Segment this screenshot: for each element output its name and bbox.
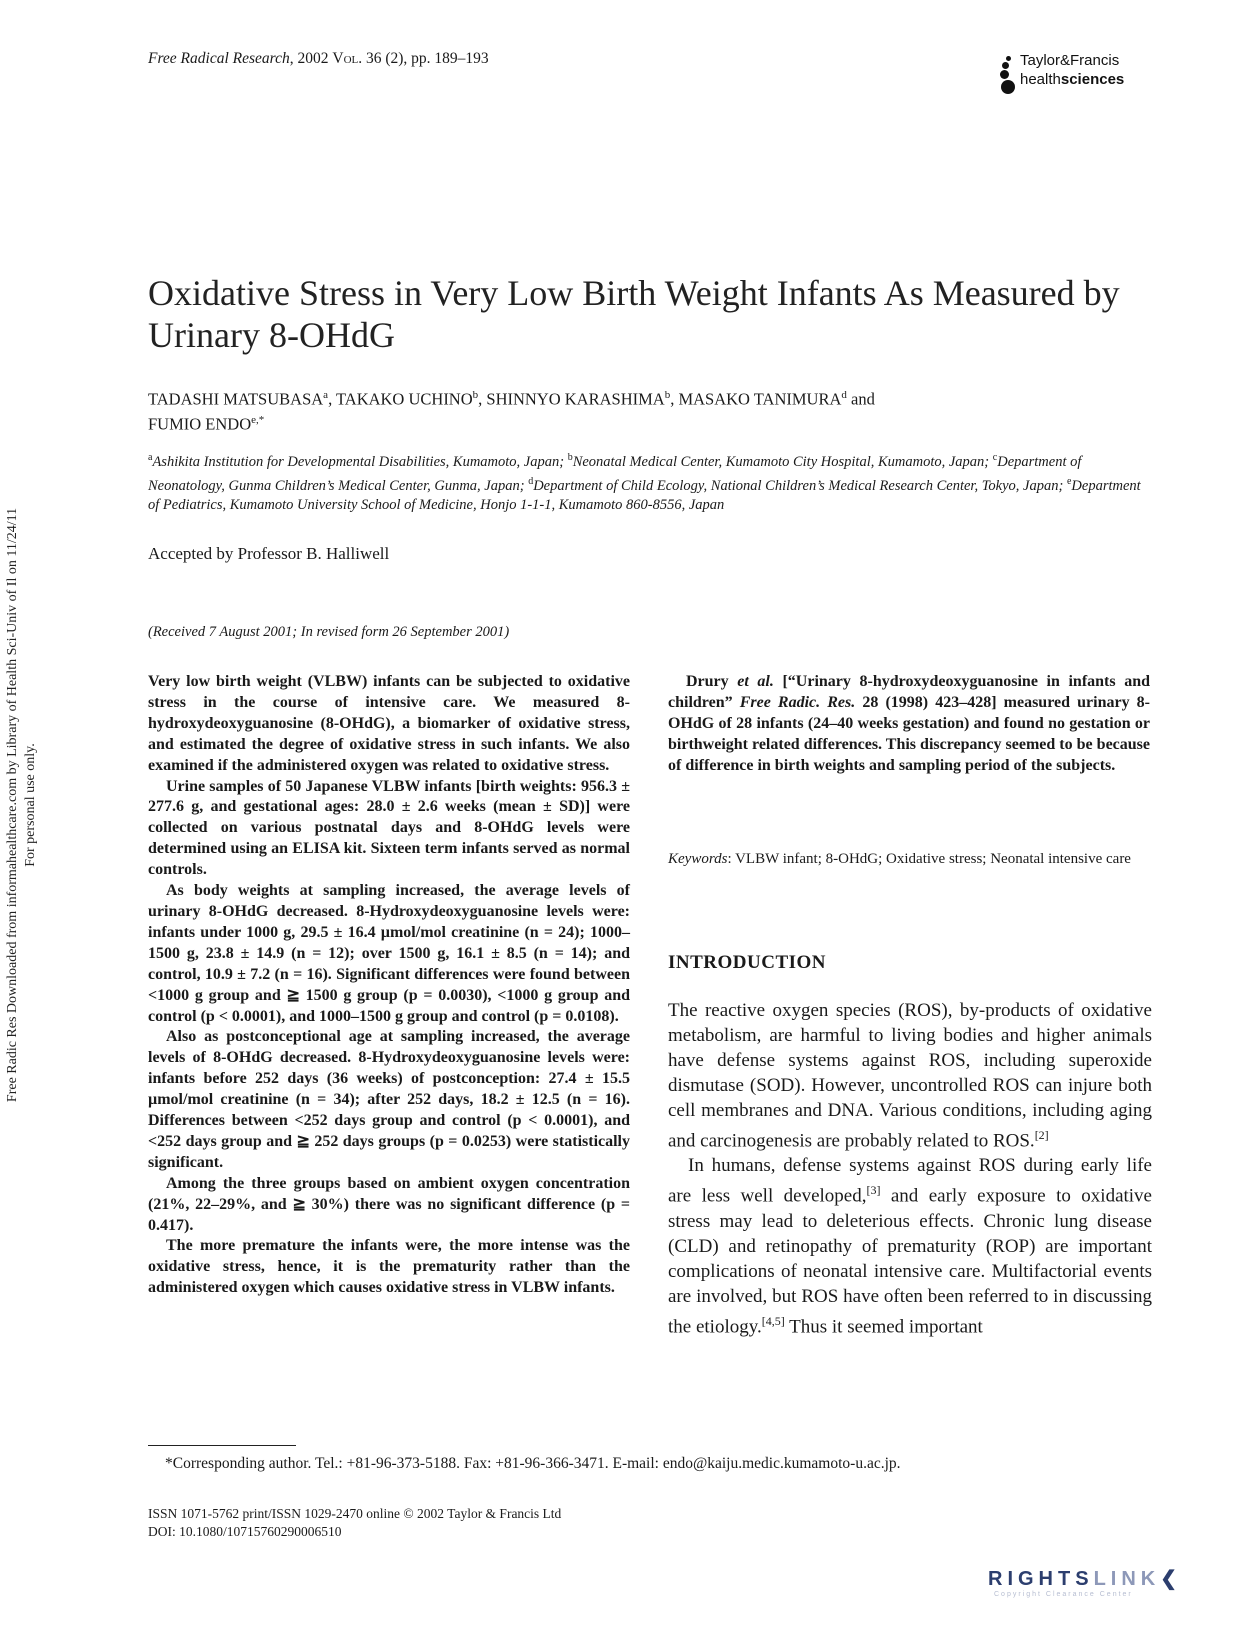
issn-doi-block — [148, 1505, 561, 1541]
citation-ref[interactable]: [4,5] — [761, 1313, 785, 1328]
journal-citation — [148, 50, 489, 68]
author-separator: , — [328, 389, 337, 409]
author-separator: and — [846, 389, 875, 409]
rightslink-arrow-icon: ❮ — [1160, 1568, 1182, 1590]
citation-ref[interactable]: [2] — [1034, 1128, 1049, 1142]
accepted-by: Accepted by Professor B. Halliwell — [148, 544, 390, 563]
author-affiliation-mark: d — [841, 389, 847, 401]
publisher-logo — [1000, 52, 1150, 96]
author-separator: , — [670, 389, 679, 409]
affiliation-mark: e — [1066, 475, 1072, 487]
abstract-paragraph-2: Urine samples of 50 Japanese VLBW infants [birth weights: 956.3 ± 277.6 g, and gestational ages: 28.0 ± 2.6 weeks (mean ± SD)] were collected on various postnatal days and 8-OHdG levels were determined using an ELISA kit. Sixteen term infants served as normal controls. — [148, 777, 630, 879]
logo-dots-icon — [1000, 56, 1018, 92]
volume-pages: 36 (2), pp. 189–193 — [362, 50, 489, 67]
issn-line: ISSN 1071-5762 print/ISSN 1029-2470 online © 2002 Taylor & Francis Ltd — [148, 1506, 562, 1521]
doi-line: DOI: 10.1080/10715760290006510 — [148, 1524, 342, 1539]
abstract-paragraph-3: As body weights at sampling increased, the average levels of urinary 8-OHdG decreased. 8-Hydroxydeoxyguanosine levels were: infants under 1000 g, 29.5 ± 16.4 µmol/mol creatinine (n = 24); 1000–1500 g, 23.8 ± 14.9 (n = 12); over 1500 g, 16.1 ± 8.5 (n = 14); and control, 10.9 ± 7.2 (n = 16). Significant differences were found between <1000 g group and ≧ 1500 g group (p = 0.0030), <1000 g group and control (p < 0.0001), and 1000–1500 g group and control (p = 0.0108). — [148, 882, 630, 1025]
watermark-line-1: Free Radic Res Downloaded from informahealthcare.com by Library of Health Sci-Univ of Il on 11/24/11 — [5, 507, 20, 1103]
affiliation-text: Neonatal Medical Center, Kumamoto City Hospital, Kumamoto, Japan; — [572, 453, 993, 470]
abstract-paragraph-4: Also as postconceptional age at sampling increased, the average levels of 8-OHdG decreased. 8-Hydroxydeoxyguanosine levels were: infants before 252 days (36 weeks) of postconception: 27.4 ± 15.5 µmol/mol creatinine (n = 34); after 252 days, 18.2 ± 12.5 (n = 16). Differences between <252 days group and control (p < 0.0001), and <252 days group and ≧ 252 days groups (p = 0.0253) were statistically significant. — [148, 1028, 630, 1171]
journal-year: , 2002 — [289, 50, 329, 67]
author-list — [148, 385, 1128, 434]
author-name: TAKAKO UCHINO — [336, 389, 473, 409]
author-name: TADASHI MATSUBASA — [148, 389, 324, 409]
affiliation-text: Department of Pediatrics, Kumamoto University School of Medicine, Honjo 1-1-1, Kumamoto 860-8556, Japan — [148, 477, 1141, 513]
abstract-paragraph-1: Very low birth weight (VLBW) infants can be subjected to oxidative stress in the course of intensive care. We measured 8-hydroxydeoxyguanosine (8-OHdG), a biomarker of oxidative stress, and estimated the degree of oxidative stress in such infants. We also examined if the administered oxygen was related to oxidative stress. — [148, 673, 630, 774]
affiliation-mark: b — [567, 452, 573, 463]
affiliation-text: Department of Neonatology, Gunma Children’s Medical Center, Gunma, Japan; — [148, 453, 1082, 494]
keywords-list: : VLBW infant; 8-OHdG; Oxidative stress; Neonatal intensive care — [727, 851, 1131, 867]
affiliations — [148, 448, 1148, 515]
intro-paragraph-2: In humans, defense systems against ROS during early life are less well developed,[3] and early exposure to oxidative stress may lead to deleterious effects. Chronic lung disease (CLD) and retinopathy of prematurity (ROP) are important complications of neonatal intensive care. Multifactorial events are involved, but ROS have often been referred to in discussing the etiology.[4,5] Thus it seemed important — [668, 1155, 1152, 1337]
article-title: Oxidative Stress in Very Low Birth Weight Infants As Measured by Urinary 8-OHdG — [148, 273, 1120, 355]
journal-name: Free Radical Research — [148, 50, 290, 67]
keywords-label: Keywords — [668, 851, 728, 867]
watermark-line-2: For personal use only. — [23, 743, 38, 867]
section-heading-introduction: INTRODUCTION — [668, 952, 827, 973]
affiliation-mark: a — [148, 452, 153, 463]
author-affiliation-mark: a — [323, 389, 329, 401]
introduction-body — [668, 998, 1152, 1339]
author-name: SHINNYO KARASHIMA — [486, 389, 665, 409]
publisher-name: Taylor&Francis — [1020, 52, 1120, 69]
citation-ref[interactable]: [3] — [866, 1183, 881, 1198]
abstract-paragraph-6: The more premature the infants were, the more intense was the oxidative stress, hence, it is the prematurity rather than the administered oxygen which causes oxidative stress in VLBW infants. — [148, 1237, 630, 1297]
author-affiliation-mark: b — [664, 389, 671, 401]
author-name: FUMIO ENDO — [148, 414, 252, 433]
footnote-divider — [148, 1445, 296, 1446]
abstract-paragraph-5: Among the three groups based on ambient oxygen concentration (21%, 22–29%, and ≧ 30%) there was no significant difference (p = 0.417). — [148, 1174, 630, 1234]
rightslink-wordmark: RIGHTSLINK❮ — [988, 1568, 1182, 1590]
affiliation-text: Ashikita Institution for Developmental Disabilities, Kumamoto, Japan; — [152, 453, 568, 470]
publisher-division: healthsciences — [1020, 71, 1125, 88]
affiliation-mark: c — [992, 452, 998, 463]
author-affiliation-mark: b — [472, 389, 479, 401]
affiliation-text: Department of Child Ecology, National Children’s Medical Research Center, Tokyo, Japan; — [533, 477, 1067, 494]
abstract-continuation: Drury et al. [“Urinary 8-hydroxydeoxyguanosine in infants and children” Free Radic. Res. 28 (1998) 423–428] measured urinary 8-OHdG of 28 infants (24–40 weeks gestation) and found no gestation or birthweight related differences. This discrepancy seemed to be because of difference in birth weights and sampling period of the subjects. — [668, 673, 1151, 774]
rightslink-logo[interactable] — [988, 1566, 1188, 1606]
rightslink-tagline: Copyright Clearance Center — [994, 1591, 1133, 1598]
keywords — [668, 850, 1150, 869]
author-affiliation-mark: e,* — [251, 413, 265, 426]
affiliation-mark: d — [528, 475, 534, 487]
received-dates: (Received 7 August 2001; In revised form 26 September 2001) — [148, 624, 510, 640]
intro-paragraph-1: The reactive oxygen species (ROS), by-products of oxidative metabolism, are harmful to living bodies and higher animals have defense systems against ROS, including superoxide dismutase (SOD). However, uncontrolled ROS can injure both cell membranes and DNA. Various conditions, including aging and carcinogenesis are probably related to ROS.[2] — [668, 1000, 1152, 1152]
author-separator: , — [478, 389, 487, 409]
corresponding-author-note: *Corresponding author. Tel.: +81-96-373-5188. Fax: +81-96-366-3471. E-mail: endo@kaiju.medic.kumamoto-u.ac.jp. — [165, 1455, 901, 1472]
volume-label: Vol. — [332, 50, 363, 67]
download-watermark — [4, 445, 40, 1165]
abstract — [148, 672, 630, 1299]
author-name: MASAKO TANIMURA — [678, 389, 842, 409]
